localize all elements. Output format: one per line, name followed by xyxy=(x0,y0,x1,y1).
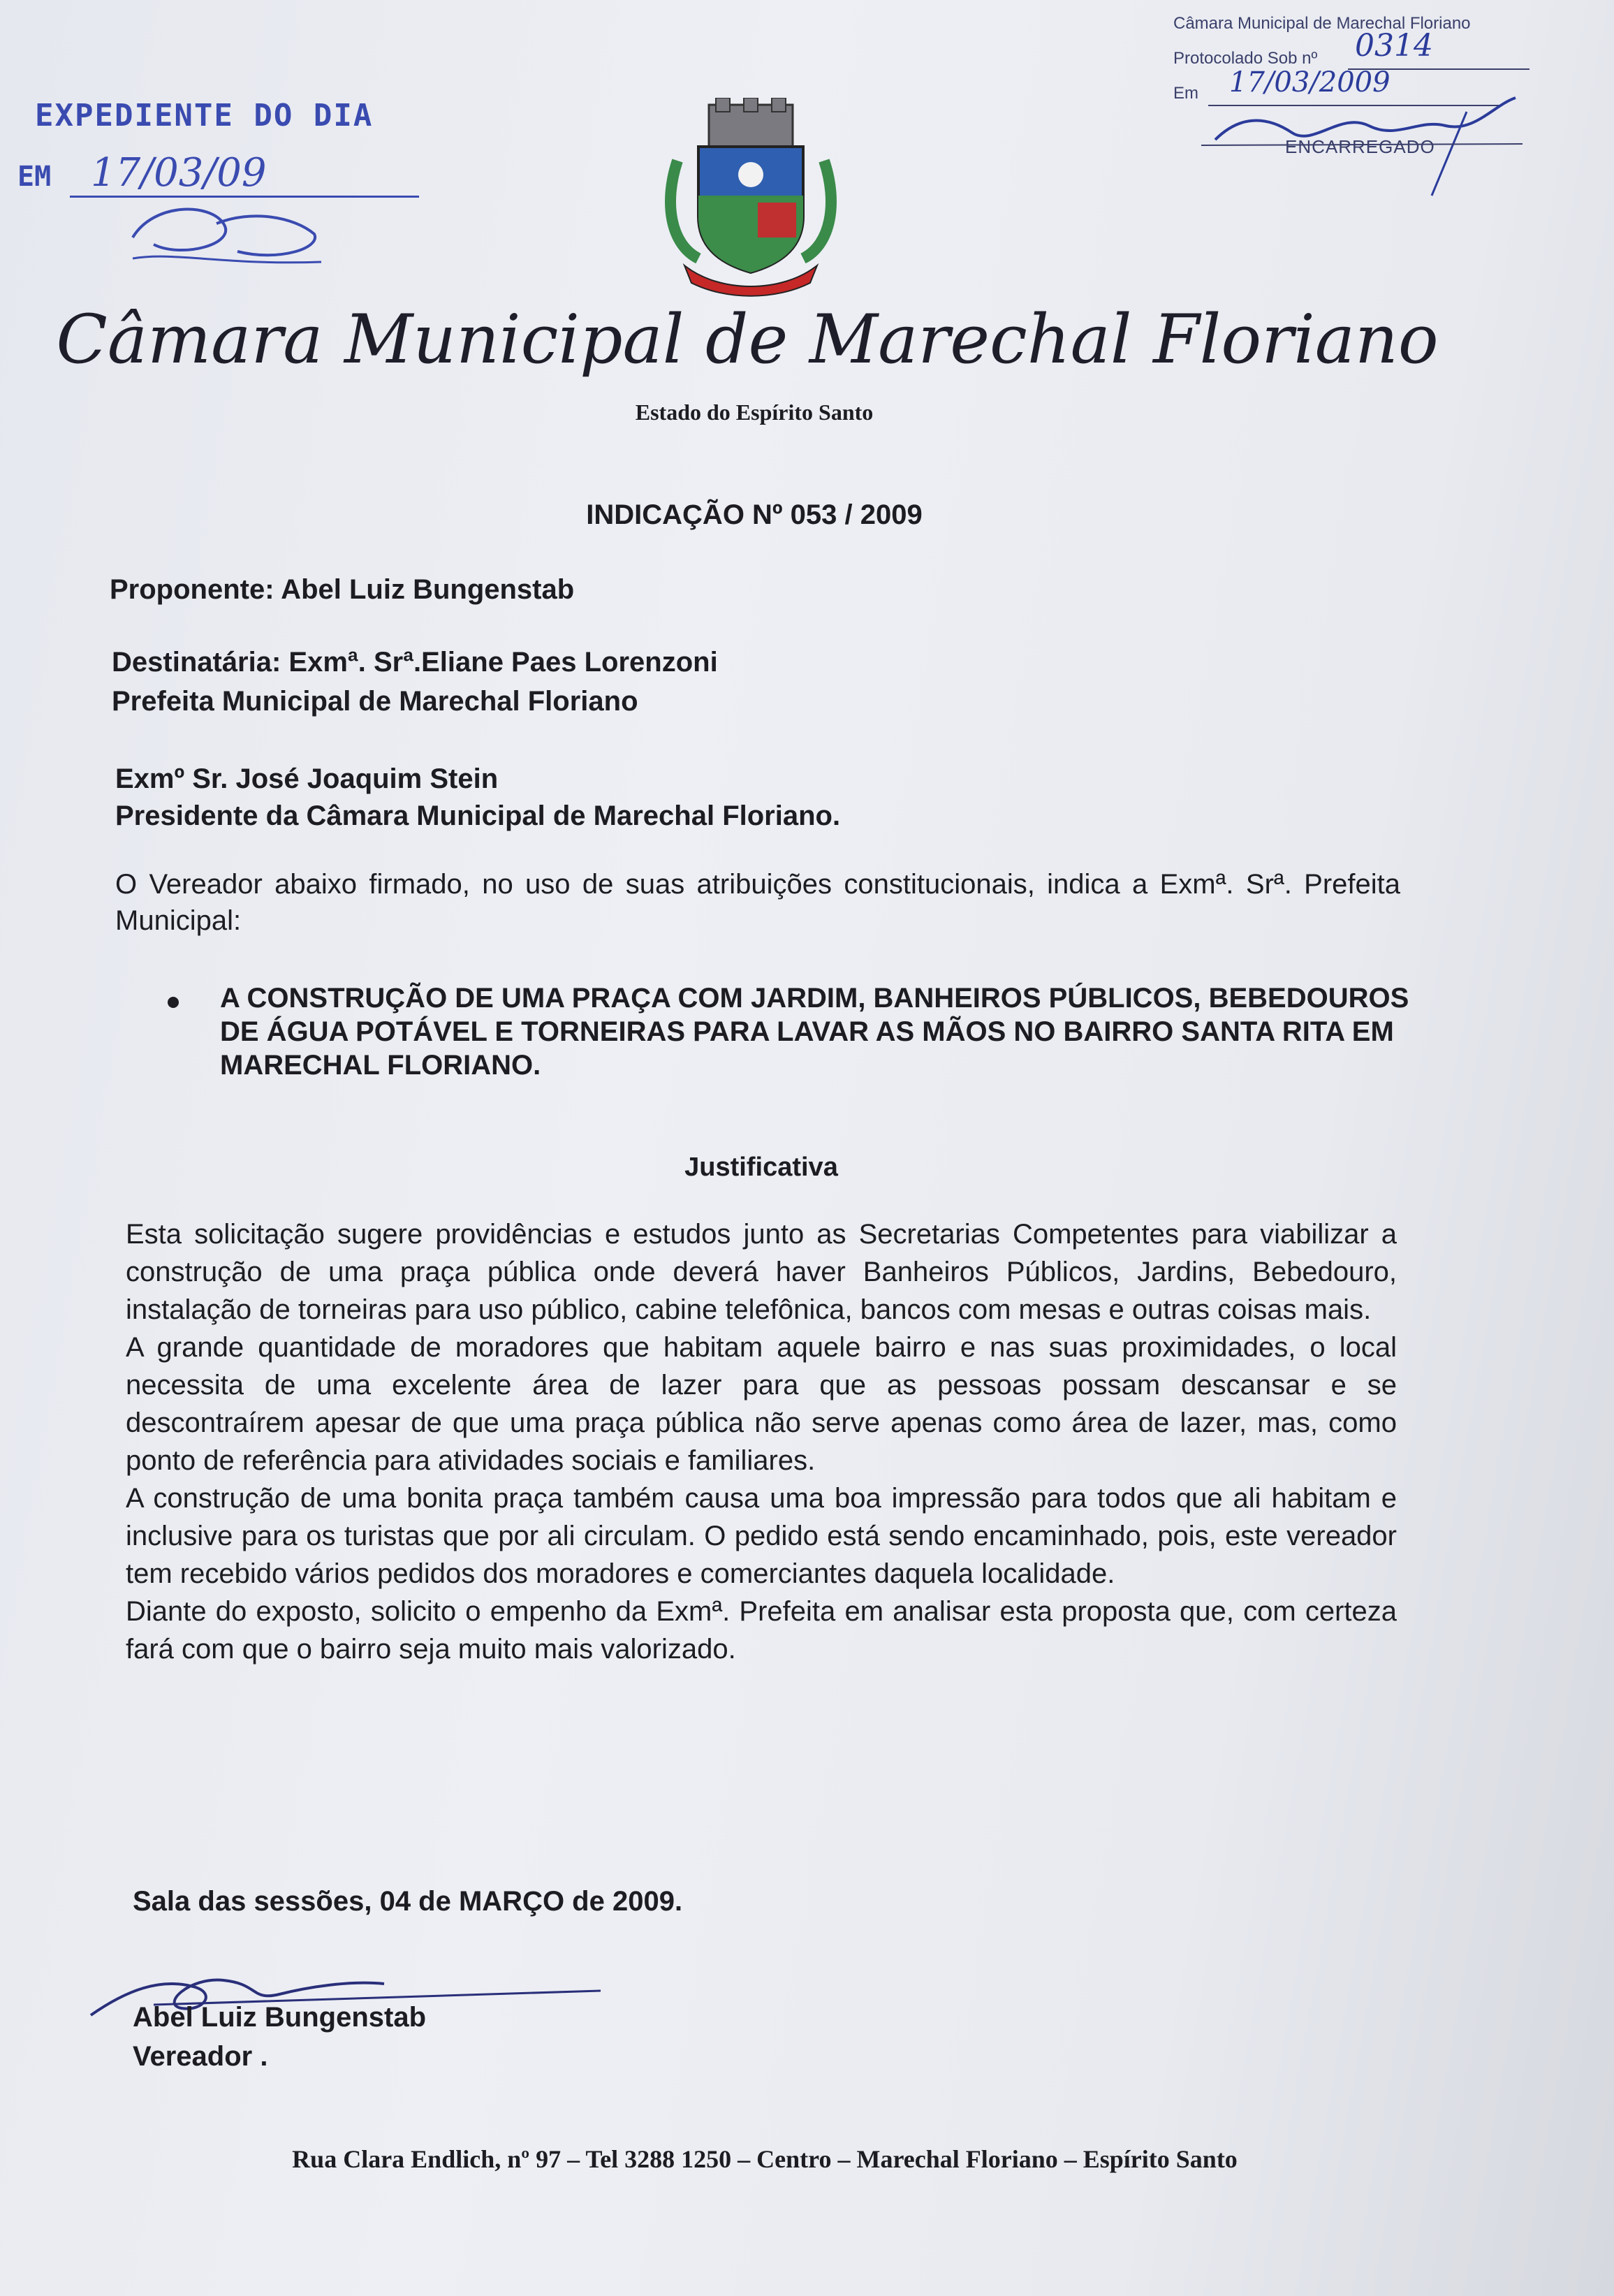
justificativa-paragraph: Esta solicitação sugere providências e estudos junto as Secretarias Competentes para viabilizar a construção de uma praça pública onde deverá haver Banheiros Públicos, Jardins, Bebedouro, instalação de torneiras para uso público, cabine telefônica, bancos com mesas e outras coisas mais. xyxy=(126,1219,1397,1325)
address-footer: Rua Clara Endlich, nº 97 – Tel 3288 1250 – Centro – Marechal Floriano – Espírito Santo xyxy=(292,2145,1238,2173)
proponente-line: Proponente: Abel Luiz Bungenstab xyxy=(110,574,575,605)
state-subtitle: Estado do Espírito Santo xyxy=(635,400,874,425)
intro-paragraph: O Vereador abaixo firmado, no uso de suas atribuições constitucionais, indica a Exmª. Srª. Prefeita Municipal: xyxy=(115,869,1400,936)
protocol-number: 0314 xyxy=(1355,28,1433,64)
municipal-crest-icon xyxy=(656,98,845,300)
justificativa-heading: Justificativa xyxy=(684,1153,838,1182)
indication-text: A CONSTRUÇÃO DE UMA PRAÇA COM JARDIM, BANHEIROS PÚBLICOS, BEBEDOUROS DE ÁGUA POTÁVEL E TORNEIRAS PARA LAVAR AS MÃOS NO BAIRRO SANTA RITA EM MARECHAL FLORIANO. xyxy=(220,983,1409,1081)
justificativa-paragraph: A grande quantidade de moradores que habitam aquele bairro e nas suas proximidades, o local necessita de uma excelente área de lazer para que as pessoas possam descansar e se descontraírem apesar de que uma praça pública não serve apenas como área de lazer, mas, como ponto de referência para atividades sociais e familiares. xyxy=(126,1332,1397,1476)
protocol-em-label: Em xyxy=(1173,84,1198,103)
chamber-title: Câmara Municipal de Marechal Floriano xyxy=(56,300,1439,379)
session-date-line: Sala das sessões, 04 de MARÇO de 2009. xyxy=(133,1886,683,1917)
signer-block xyxy=(133,1998,426,2076)
copy-recipient-line: Exmº Sr. José Joaquim Stein xyxy=(115,763,499,794)
protocol-date: 17/03/2009 xyxy=(1229,66,1391,98)
justificativa-body xyxy=(126,1215,1397,1668)
protocol-encarregado: ENCARREGADO xyxy=(1285,136,1435,157)
stamp-date: 17/03/09 xyxy=(91,150,267,196)
justificativa-paragraph: A construção de uma bonita praça também causa uma boa impressão para todos que ali habitam e inclusive para os turistas que por ali circulam. O pedido está sendo encaminhado, pois, este vereador tem recebido vários pedidos dos moradores e comerciantes daquela localidade. xyxy=(126,1483,1397,1589)
stamp-initials-scribble xyxy=(112,196,335,272)
destinataria-role-line: Prefeita Municipal de Marechal Floriano xyxy=(112,686,638,717)
signer-role: Vereador . xyxy=(133,2041,268,2072)
protocol-stamp xyxy=(1173,14,1536,196)
protocol-line1: Câmara Municipal de Marechal Floriano xyxy=(1173,14,1471,33)
bullet-icon xyxy=(168,997,179,1008)
expediente-stamp xyxy=(17,98,419,265)
destinataria-line: Destinatária: Exmª. Srª.Eliane Paes Lorenzoni xyxy=(112,647,718,678)
copy-recipient-role-line: Presidente da Câmara Municipal de Marechal Floriano. xyxy=(115,800,841,831)
signer-name: Abel Luiz Bungenstab xyxy=(133,2002,426,2033)
stamp-em-label: EM xyxy=(17,161,52,193)
indicacao-title: INDICAÇÃO Nº 053 / 2009 xyxy=(586,499,923,530)
justificativa-paragraph: Diante do exposto, solicito o empenho da Exmª. Prefeita em analisar esta proposta que, com certeza fará com que o bairro seja muito mais valorizado. xyxy=(126,1596,1397,1665)
protocol-line2-label: Protocolado Sob nº xyxy=(1173,49,1318,68)
stamp-title: EXPEDIENTE DO DIA xyxy=(35,98,374,133)
